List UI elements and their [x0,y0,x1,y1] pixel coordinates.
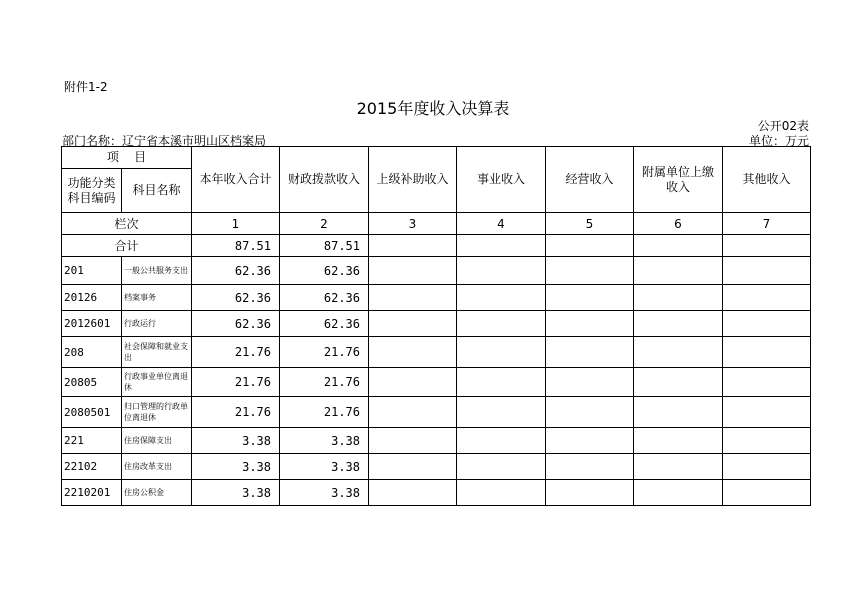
subject-code: 2080501 [62,397,122,428]
code-header: 功能分类科目编码 [62,169,122,213]
amount-cell [723,311,811,337]
amount-cell [546,257,634,285]
total-value [546,235,634,257]
amount-cell [634,257,723,285]
amount-cell [369,285,457,311]
column-number: 7 [723,213,811,235]
form-code: 公开02表 [757,119,809,133]
amount-cell [457,285,546,311]
subject-name: 住房改革支出 [122,454,192,480]
total-label: 合计 [62,235,192,257]
amount-cell [634,368,723,397]
amount-cell [546,454,634,480]
total-value [457,235,546,257]
table-row [62,480,811,506]
amount-cell [546,428,634,454]
amount-cell: 21.76 [192,368,280,397]
amount-cell [634,311,723,337]
column-number: 6 [634,213,723,235]
subject-name: 社会保障和就业支出 [122,337,192,368]
department-name: 部门名称：辽宁省本溪市明山区档案局 [62,134,267,148]
income-table [61,146,811,506]
total-value: 87.51 [192,235,280,257]
total-value [723,235,811,257]
amount-cell [546,285,634,311]
amount-cell [634,397,723,428]
amount-cell [723,285,811,311]
amount-cell [546,480,634,506]
amount-cell: 62.36 [192,311,280,337]
amount-cell [634,337,723,368]
amount-cell: 3.38 [192,454,280,480]
amount-cell [546,397,634,428]
subject-name: 行政事业单位离退休 [122,368,192,397]
subject-code: 221 [62,428,122,454]
table-row [62,368,811,397]
amount-cell: 62.36 [192,285,280,311]
attachment-label: 附件1-2 [64,80,108,94]
column-header: 经营收入 [546,147,634,213]
column-header: 事业收入 [457,147,546,213]
table-row [62,285,811,311]
column-header: 上级补助收入 [369,147,457,213]
table-row [62,337,811,368]
amount-cell [546,368,634,397]
amount-cell: 3.38 [192,480,280,506]
amount-cell: 21.76 [280,337,369,368]
amount-cell: 62.36 [280,311,369,337]
amount-cell: 3.38 [280,454,369,480]
column-number: 3 [369,213,457,235]
amount-cell [634,480,723,506]
amount-cell [369,480,457,506]
amount-cell [634,454,723,480]
total-value: 87.51 [280,235,369,257]
table-row [62,428,811,454]
amount-cell [546,311,634,337]
column-number: 5 [546,213,634,235]
report-title: 2015年度收入决算表 [356,99,510,118]
subject-code: 201 [62,257,122,285]
amount-cell: 62.36 [280,285,369,311]
amount-cell: 21.76 [192,337,280,368]
amount-cell: 21.76 [280,368,369,397]
column-header: 其他收入 [723,147,811,213]
subject-name: 行政运行 [122,311,192,337]
amount-cell [457,397,546,428]
amount-cell [457,311,546,337]
amount-cell: 3.38 [192,428,280,454]
amount-cell [723,480,811,506]
column-number: 1 [192,213,280,235]
total-value [369,235,457,257]
amount-cell [723,257,811,285]
amount-cell [546,337,634,368]
amount-cell [634,285,723,311]
amount-cell [457,368,546,397]
table-row [62,311,811,337]
amount-cell [457,337,546,368]
amount-cell [723,368,811,397]
amount-cell [369,257,457,285]
subject-name: 档案事务 [122,285,192,311]
column-number: 4 [457,213,546,235]
unit-label: 单位：万元 [748,134,809,148]
amount-cell: 62.36 [280,257,369,285]
column-header: 财政拨款收入 [280,147,369,213]
subject-name: 住房公积金 [122,480,192,506]
column-numbers-label: 栏次 [62,213,192,235]
amount-cell [723,397,811,428]
amount-cell [457,480,546,506]
subject-name: 一般公共服务支出 [122,257,192,285]
amount-cell: 21.76 [192,397,280,428]
subject-code: 2210201 [62,480,122,506]
subject-name: 归口管理的行政单位离退休 [122,397,192,428]
subject-name: 住房保障支出 [122,428,192,454]
amount-cell: 3.38 [280,480,369,506]
item-header: 项 目 [62,147,192,169]
total-value [634,235,723,257]
amount-cell [457,428,546,454]
column-header: 附属单位上缴收入 [634,147,723,213]
column-number: 2 [280,213,369,235]
amount-cell [369,311,457,337]
amount-cell: 21.76 [280,397,369,428]
table-row [62,397,811,428]
amount-cell [723,428,811,454]
amount-cell [369,428,457,454]
amount-cell [457,257,546,285]
name-header: 科目名称 [122,169,192,213]
subject-code: 2012601 [62,311,122,337]
amount-cell [369,368,457,397]
subject-code: 20805 [62,368,122,397]
amount-cell [369,454,457,480]
subject-code: 22102 [62,454,122,480]
column-header: 本年收入合计 [192,147,280,213]
table-row [62,454,811,480]
subject-code: 20126 [62,285,122,311]
amount-cell [369,397,457,428]
amount-cell [369,337,457,368]
amount-cell: 62.36 [192,257,280,285]
table-row [62,257,811,285]
amount-cell [457,454,546,480]
amount-cell: 3.38 [280,428,369,454]
amount-cell [634,428,723,454]
amount-cell [723,454,811,480]
amount-cell [723,337,811,368]
subject-code: 208 [62,337,122,368]
